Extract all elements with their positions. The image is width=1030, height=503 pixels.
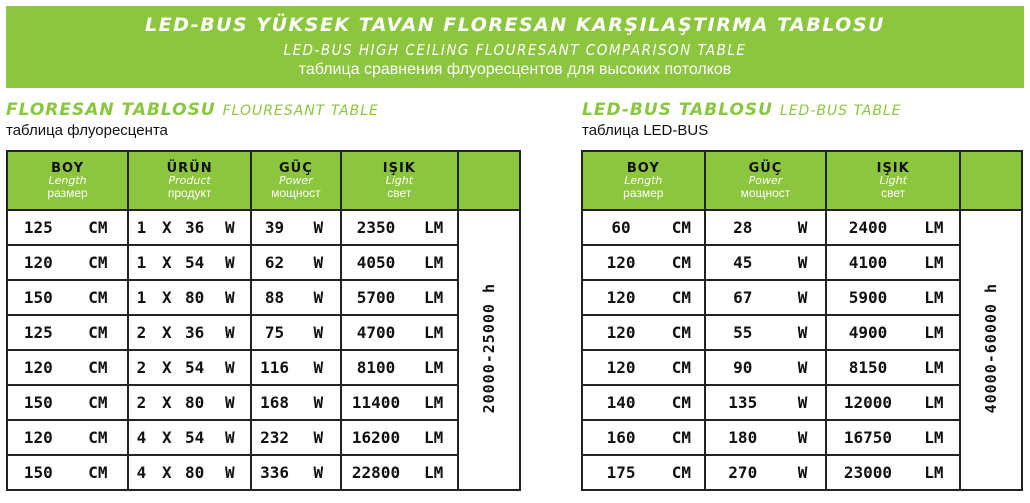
cell-power: 270 <box>705 455 780 490</box>
cell-len: 150 <box>7 385 69 420</box>
cell-power-unit: W <box>780 385 826 420</box>
cell-len-unit: CM <box>69 315 129 350</box>
cell-qty: 1 <box>128 280 154 315</box>
table-row <box>582 385 1022 420</box>
header-light-ru: свет <box>881 185 906 200</box>
cell-power-unit: W <box>297 315 341 350</box>
cell-light: 4100 <box>826 245 908 280</box>
table-row <box>7 280 520 315</box>
cell-power-unit: W <box>780 455 826 490</box>
cell-tube: 80 <box>180 280 210 315</box>
cell-len: 140 <box>582 385 659 420</box>
cell-light-unit: LM <box>909 280 960 315</box>
cell-len: 120 <box>7 245 69 280</box>
cell-light-unit: LM <box>410 210 458 245</box>
cell-light: 12000 <box>826 385 908 420</box>
cell-power: 135 <box>705 385 780 420</box>
header-length-ru: размер <box>47 185 88 200</box>
header-power-en: Power <box>748 174 783 188</box>
lifetime-cell <box>960 210 1022 490</box>
right-section-title <box>582 100 902 120</box>
cell-light: 16750 <box>826 420 908 455</box>
cell-tube: 54 <box>180 420 210 455</box>
table-row <box>582 210 1022 245</box>
cell-qty: 1 <box>128 210 154 245</box>
cell-light: 16200 <box>341 420 411 455</box>
right-title-en: LED-BUS TABLE <box>779 103 902 119</box>
cell-light-unit: LM <box>410 245 458 280</box>
cell-light-unit: LM <box>909 210 960 245</box>
header-light-ru: свет <box>387 185 412 200</box>
header-length-en: Length <box>624 174 663 188</box>
right-title-tr: LED-BUS TABLOSU <box>582 100 773 120</box>
cell-len-unit: CM <box>69 245 129 280</box>
header-power <box>251 151 341 210</box>
cell-tube: 80 <box>180 385 210 420</box>
header-product-ru: продукт <box>167 185 212 200</box>
cell-len-unit: CM <box>69 385 129 420</box>
header-product <box>128 151 251 210</box>
cell-len: 175 <box>582 455 659 490</box>
header-light <box>341 151 458 210</box>
cell-x: X <box>154 315 180 350</box>
cell-len: 160 <box>582 420 659 455</box>
cell-power-unit: W <box>780 350 826 385</box>
title-banner <box>6 6 1024 88</box>
cell-power: 28 <box>705 210 780 245</box>
cell-light-unit: LM <box>909 385 960 420</box>
cell-light-unit: LM <box>410 350 458 385</box>
left-section-title <box>6 100 379 120</box>
header-length <box>582 151 705 210</box>
header-power-en: Power <box>279 174 313 188</box>
cell-qty: 2 <box>128 350 154 385</box>
cell-len: 125 <box>7 315 69 350</box>
cell-len-unit: CM <box>69 280 129 315</box>
cell-light: 2400 <box>826 210 908 245</box>
cell-light: 22800 <box>341 455 411 490</box>
header-lifetime <box>458 151 520 210</box>
header-light-tr: IŞIK <box>382 160 416 176</box>
table-row <box>582 245 1022 280</box>
cell-qty: 1 <box>128 245 154 280</box>
header-length-tr: BOY <box>51 160 84 176</box>
cell-x: X <box>154 455 180 490</box>
cell-len: 120 <box>7 350 69 385</box>
cell-len-unit: CM <box>659 245 705 280</box>
cell-light-unit: LM <box>909 315 960 350</box>
lifetime-cell <box>458 210 520 490</box>
cell-power-unit: W <box>297 350 341 385</box>
header-light-tr: IŞIK <box>876 160 910 176</box>
banner-title-ru: таблица сравнения флуоресцентов для высоких потолков <box>298 61 732 78</box>
cell-power: 75 <box>251 315 297 350</box>
header-length-tr: BOY <box>626 160 660 176</box>
cell-light: 5900 <box>826 280 908 315</box>
header-lifetime <box>960 151 1022 210</box>
left-title-tr: FLORESAN TABLOSU <box>6 100 216 120</box>
cell-power-unit: W <box>780 280 826 315</box>
cell-power: 336 <box>251 455 297 490</box>
cell-power: 168 <box>251 385 297 420</box>
cell-len: 150 <box>7 280 69 315</box>
cell-tube: 36 <box>180 315 210 350</box>
left-title-en: FLOURESANT TABLE <box>222 103 379 119</box>
cell-light-unit: LM <box>410 385 458 420</box>
table-row <box>582 350 1022 385</box>
table-row <box>7 245 520 280</box>
cell-light: 8100 <box>341 350 411 385</box>
led-bus-table <box>581 150 1023 491</box>
cell-len-unit: CM <box>69 420 129 455</box>
header-product-tr: ÜRÜN <box>166 160 213 176</box>
cell-power: 62 <box>251 245 297 280</box>
table-row <box>7 350 520 385</box>
cell-power-unit: W <box>297 385 341 420</box>
cell-len-unit: CM <box>69 455 129 490</box>
cell-tube: 36 <box>180 210 210 245</box>
cell-power-unit: W <box>297 455 341 490</box>
cell-power: 88 <box>251 280 297 315</box>
table-row <box>7 210 520 245</box>
header-light-en: Light <box>385 174 414 188</box>
cell-x: X <box>154 350 180 385</box>
header-light <box>826 151 960 210</box>
cell-power-unit: W <box>780 420 826 455</box>
table-row <box>582 420 1022 455</box>
cell-qty: 2 <box>128 315 154 350</box>
right-title-ru: таблица LED-BUS <box>582 122 709 139</box>
cell-power: 116 <box>251 350 297 385</box>
cell-tube-unit: W <box>210 420 252 455</box>
cell-light-unit: LM <box>909 455 960 490</box>
cell-light: 4700 <box>341 315 411 350</box>
cell-power-unit: W <box>297 210 341 245</box>
cell-len: 120 <box>582 280 659 315</box>
table-row <box>7 420 520 455</box>
banner-title-en: LED-BUS HIGH CEILING FLOURESANT COMPARISON TABLE <box>283 41 747 59</box>
cell-len-unit: CM <box>659 350 705 385</box>
cell-tube-unit: W <box>210 210 252 245</box>
cell-power-unit: W <box>297 245 341 280</box>
cell-power: 45 <box>705 245 780 280</box>
cell-tube: 54 <box>180 245 210 280</box>
header-light-en: Light <box>879 174 907 188</box>
cell-len: 120 <box>7 420 69 455</box>
cell-light: 11400 <box>341 385 411 420</box>
cell-x: X <box>154 245 180 280</box>
cell-light-unit: LM <box>410 315 458 350</box>
header-length-ru: размер <box>623 185 664 200</box>
header-power <box>705 151 827 210</box>
cell-qty: 4 <box>128 420 154 455</box>
table-row <box>7 455 520 490</box>
cell-light-unit: LM <box>909 350 960 385</box>
cell-light: 4050 <box>341 245 411 280</box>
cell-tube-unit: W <box>210 280 252 315</box>
cell-power: 39 <box>251 210 297 245</box>
cell-light: 4900 <box>826 315 908 350</box>
header-length <box>7 151 128 210</box>
cell-len: 120 <box>582 315 659 350</box>
cell-light: 8150 <box>826 350 908 385</box>
cell-light-unit: LM <box>410 280 458 315</box>
cell-len-unit: CM <box>69 210 129 245</box>
header-power-ru: мощност <box>271 185 321 200</box>
table-row <box>582 315 1022 350</box>
header-power-tr: GÜÇ <box>278 160 313 176</box>
table-row <box>582 455 1022 490</box>
cell-tube-unit: W <box>210 315 252 350</box>
left-title-ru: таблица флуоресцента <box>6 122 168 139</box>
cell-tube-unit: W <box>210 245 252 280</box>
table-row <box>7 315 520 350</box>
cell-tube-unit: W <box>210 455 252 490</box>
cell-power-unit: W <box>780 315 826 350</box>
table-row <box>582 280 1022 315</box>
cell-power: 67 <box>705 280 780 315</box>
cell-len-unit: CM <box>69 350 129 385</box>
cell-power: 90 <box>705 350 780 385</box>
cell-light: 23000 <box>826 455 908 490</box>
lifetime-label: 20000-25000 h <box>480 282 498 414</box>
header-length-en: Length <box>48 174 87 188</box>
cell-len: 120 <box>582 245 659 280</box>
cell-light: 2350 <box>341 210 411 245</box>
cell-light: 5700 <box>341 280 411 315</box>
lifetime-label: 40000-60000 h <box>982 282 1001 414</box>
cell-len: 125 <box>7 210 69 245</box>
cell-light-unit: LM <box>410 420 458 455</box>
cell-power-unit: W <box>780 245 826 280</box>
table-row <box>7 385 520 420</box>
cell-power: 55 <box>705 315 780 350</box>
cell-light-unit: LM <box>909 420 960 455</box>
cell-len-unit: CM <box>659 455 705 490</box>
cell-power: 232 <box>251 420 297 455</box>
cell-x: X <box>154 420 180 455</box>
cell-len-unit: CM <box>659 280 705 315</box>
cell-power-unit: W <box>780 210 826 245</box>
cell-light-unit: LM <box>909 245 960 280</box>
cell-tube-unit: W <box>210 385 252 420</box>
cell-len-unit: CM <box>659 315 705 350</box>
header-power-ru: мощност <box>740 185 791 200</box>
cell-power: 180 <box>705 420 780 455</box>
cell-tube: 54 <box>180 350 210 385</box>
cell-power-unit: W <box>297 420 341 455</box>
cell-light-unit: LM <box>410 455 458 490</box>
cell-len-unit: CM <box>659 385 705 420</box>
cell-qty: 4 <box>128 455 154 490</box>
cell-power-unit: W <box>297 280 341 315</box>
fluorescent-table <box>6 150 521 491</box>
cell-tube: 80 <box>180 455 210 490</box>
cell-x: X <box>154 280 180 315</box>
cell-len: 120 <box>582 350 659 385</box>
cell-x: X <box>154 385 180 420</box>
cell-len-unit: CM <box>659 420 705 455</box>
cell-qty: 2 <box>128 385 154 420</box>
header-product-en: Product <box>168 174 211 188</box>
cell-tube-unit: W <box>210 350 252 385</box>
cell-len-unit: CM <box>659 210 705 245</box>
header-power-tr: GÜÇ <box>748 160 783 176</box>
cell-len: 150 <box>7 455 69 490</box>
banner-title-tr: LED-BUS YÜKSEK TAVAN FLORESAN KARŞILAŞTIRMA TABLOSU <box>145 14 885 36</box>
cell-x: X <box>154 210 180 245</box>
cell-len: 60 <box>582 210 659 245</box>
